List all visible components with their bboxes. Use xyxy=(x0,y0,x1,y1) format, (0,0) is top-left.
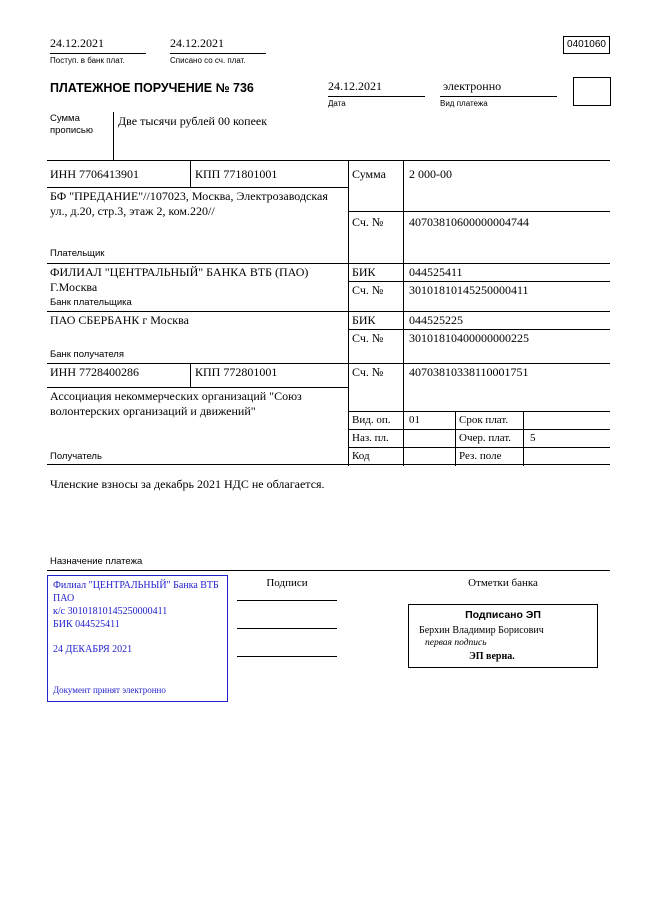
grid-line xyxy=(47,263,610,264)
stamp-corr-account: к/с 30101810145250000411 xyxy=(53,606,168,617)
kod-label: Код xyxy=(352,450,370,462)
payee-name: Ассоциация некоммерческих организаций "Союз волонтерских организаций и движений" xyxy=(50,389,302,418)
stamp-bank-name: Филиал "ЦЕНТРАЛЬНЫЙ" Банка ВТБ ПАО xyxy=(53,580,219,604)
document-date-field: 24.12.2021 xyxy=(328,79,425,97)
grid-line xyxy=(47,311,610,312)
grid-line xyxy=(348,429,610,430)
payee-bank-account: 30101810400000000225 xyxy=(409,331,529,345)
payer-kpp: КПП 771801001 xyxy=(195,167,278,181)
payee-bank-label: Банк получателя xyxy=(50,349,124,360)
bank-marks-label: Отметки банка xyxy=(468,577,538,589)
form-code-box: 0401060 xyxy=(563,36,610,54)
payer-account-value: 40703810600000004744 xyxy=(409,215,529,229)
purpose-label: Назначение платежа xyxy=(50,556,143,567)
requisites-table xyxy=(47,160,610,465)
grid-line xyxy=(190,161,191,187)
payer-bank-label: Банк плательщика xyxy=(50,297,132,308)
grid-line xyxy=(348,281,610,282)
grid-line xyxy=(47,570,610,571)
payer-bank-account: 30101810145250000411 xyxy=(409,283,529,297)
payer-account-label: Сч. № xyxy=(352,215,384,229)
received-date-label: Поступ. в банк плат. xyxy=(50,56,125,65)
purpose-text: Членские взносы за декабрь 2021 НДС не облагается. xyxy=(50,477,325,491)
payee-bank-bik: 044525225 xyxy=(409,313,463,327)
signature-line xyxy=(237,628,337,629)
grid-line xyxy=(348,447,610,448)
grid-line xyxy=(348,329,610,330)
payment-kind-field: электронно xyxy=(440,79,557,97)
payer-bank-name: ФИЛИАЛ "ЦЕНТРАЛЬНЫЙ" БАНКА ВТБ (ПАО) Г.Москва xyxy=(50,265,309,294)
grid-line xyxy=(47,363,610,364)
document-date-label: Дата xyxy=(328,99,346,108)
grid-line xyxy=(348,211,610,212)
grid-line xyxy=(523,411,524,466)
signature-line xyxy=(237,656,337,657)
payee-kpp: КПП 772801001 xyxy=(195,365,278,379)
stamp-date: 24 ДЕКАБРЯ 2021 xyxy=(53,644,133,655)
amount-label: Сумма xyxy=(352,167,386,181)
payee-inn: ИНН 7728400286 xyxy=(50,365,139,379)
rez-pole-label: Рез. поле xyxy=(459,450,502,462)
amount-words-value: Две тысячи рублей 00 копеек xyxy=(118,114,268,128)
signature-line xyxy=(237,600,337,601)
payee-label: Получатель xyxy=(50,451,102,462)
payee-bank-name: ПАО СБЕРБАНК г Москва xyxy=(50,313,189,327)
stamp-bik: БИК 044525411 xyxy=(53,619,120,630)
bank-stamp xyxy=(47,575,228,702)
amount-words-label: Сумма прописью xyxy=(50,113,93,136)
payer-name: БФ "ПРЕДАНИЕ"//107023, Москва, Электрозаводская ул., д.20, стр.3, этаж 2, ком.220// xyxy=(50,189,328,218)
payer-inn: ИНН 7706413901 xyxy=(50,167,139,181)
srok-plat-label: Срок плат. xyxy=(459,414,509,426)
ocher-plat-value: 5 xyxy=(530,432,536,444)
payee-account: 40703810338110001751 xyxy=(409,365,529,379)
esign-signer-name: Берхин Владимир Борисович xyxy=(419,625,544,636)
payer-bank-bik: 044525411 xyxy=(409,265,463,279)
payer-label: Плательщик xyxy=(50,248,105,259)
naz-pl-label: Наз. пл. xyxy=(352,432,389,444)
esign-kind: первая подпись xyxy=(425,638,487,648)
signatures-label: Подписи xyxy=(266,577,308,589)
ocher-plat-label: Очер. плат. xyxy=(459,432,512,444)
grid-line xyxy=(403,161,404,466)
payee-bank-bik-label: БИК xyxy=(352,313,376,327)
grid-line xyxy=(348,161,349,466)
esign-status: ЭП верна. xyxy=(469,651,515,662)
grid-line xyxy=(348,411,610,412)
debited-date-field: 24.12.2021 xyxy=(170,36,266,54)
grid-line xyxy=(113,112,114,160)
vid-op-value: 01 xyxy=(409,414,420,426)
esign-title: Подписано ЭП xyxy=(465,609,541,621)
received-date-field: 24.12.2021 xyxy=(50,36,146,54)
debited-date-label: Списано со сч. плат. xyxy=(170,56,246,65)
grid-line xyxy=(455,411,456,466)
amount-value: 2 000-00 xyxy=(409,167,452,181)
esign-box xyxy=(408,604,598,668)
grid-line xyxy=(47,387,348,388)
payment-kind-label: Вид платежа xyxy=(440,99,488,108)
grid-line xyxy=(47,187,348,188)
payee-bank-acc-label: Сч. № xyxy=(352,331,384,345)
grid-line xyxy=(190,363,191,387)
payee-acc-label: Сч. № xyxy=(352,365,384,379)
vid-op-label: Вид. оп. xyxy=(352,414,391,426)
payer-bank-acc-label: Сч. № xyxy=(352,283,384,297)
payer-bank-bik-label: БИК xyxy=(352,265,376,279)
status-box xyxy=(573,77,611,106)
document-title: ПЛАТЕЖНОЕ ПОРУЧЕНИЕ № 736 xyxy=(50,81,254,95)
stamp-note: Документ принят электронно xyxy=(53,685,166,695)
